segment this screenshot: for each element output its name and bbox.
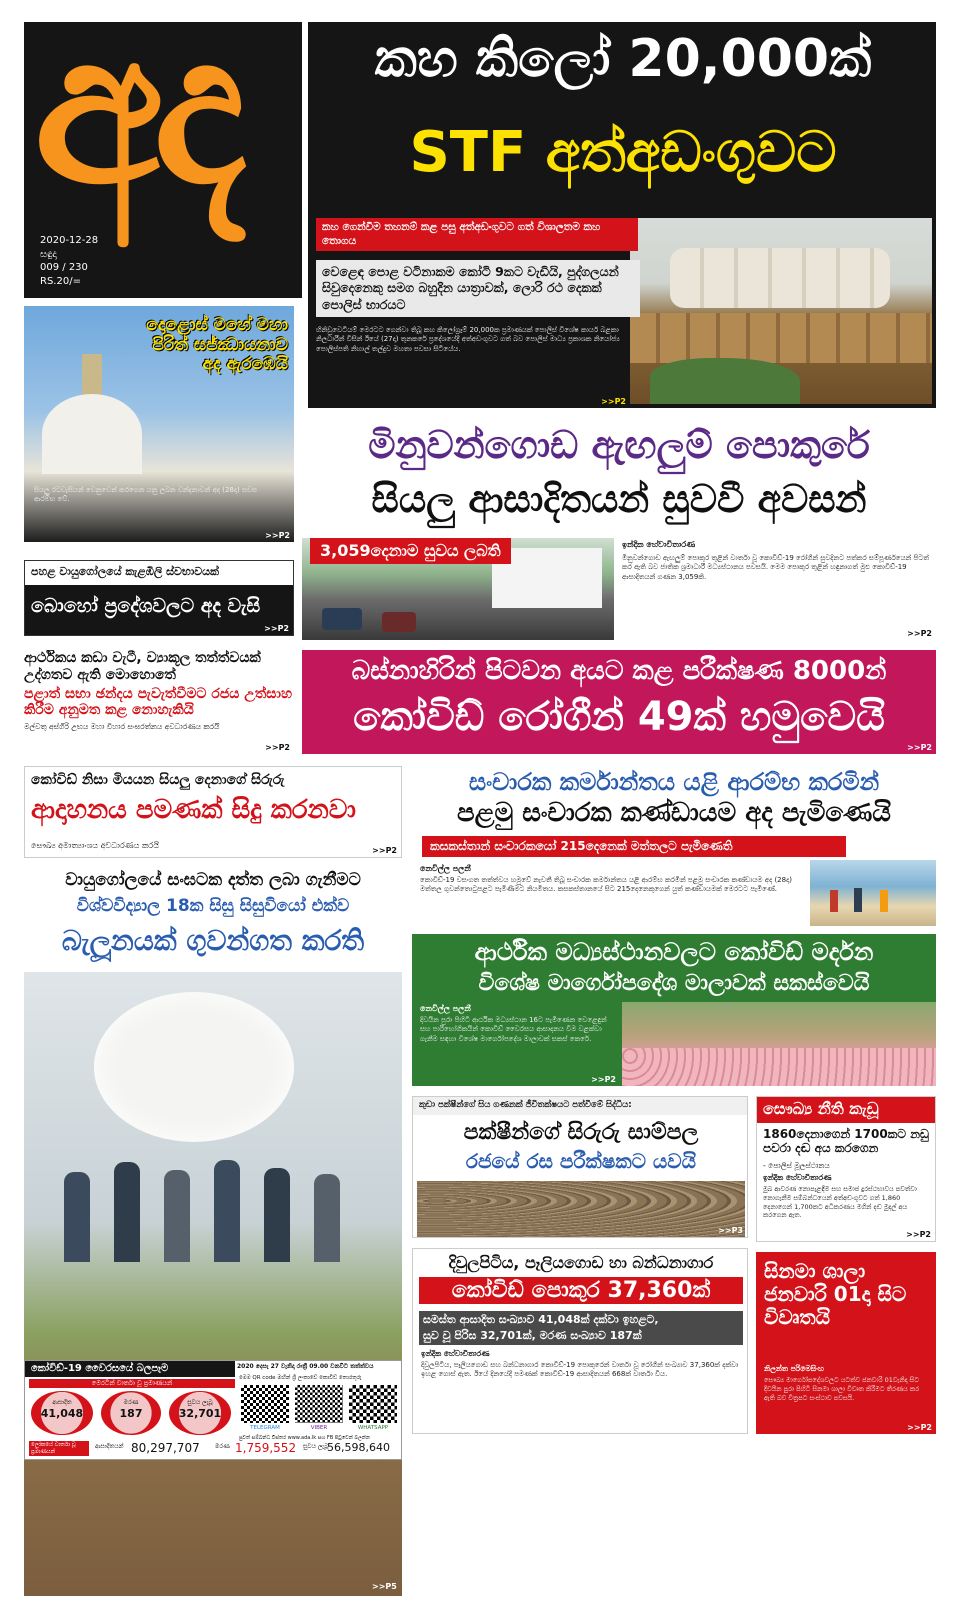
covid-local-label: මෙරටින් වාර්තා වූ ප්‍රමාණයන්: [29, 1379, 235, 1388]
minuwangoda-author: ඉන්දික හේවාවිතාරණ: [622, 540, 696, 549]
birds-headline-2: රජයේ රස පරීක්ෂකට යවයි: [465, 1149, 697, 1173]
viber-label: VIBER: [310, 1425, 328, 1431]
prison-sub2: සුව වූ පිරිස 32,701ක්, මරණ සංඛ්‍යාව 187ක්: [419, 1327, 743, 1345]
masthead-day: සඳුදා: [40, 248, 57, 260]
lead-subhead: වෙළෙඳ පොළ වටිනාකම කෝටි 9කට වැඩියි, පුද්ගලයන් සිවුදෙනෙකු සමග බහුදින යාත්‍රාවක්, ලොරි රථ දෙකක් පොලිස් භාරයට: [316, 260, 640, 317]
covid-title: කෝවිඩ්-19 වෛරසයේ බලපෑම: [25, 1361, 235, 1377]
health-law-page-ref[interactable]: >>P2: [906, 1230, 931, 1239]
business-story[interactable]: [412, 934, 936, 1086]
business-body: දිවයින පුරා පිහිටි ආර්ථික මධ්‍යස්ථාන 16ට පැමිණෙන වෙළෙඳුන් සහ පාරිභෝගිකයින් කොවිඩ් වෛරසය ආසාදනය වීම වළක්වා ගැනීම සඳහා විශේෂ මාර්ගෝපදේශ මාලාවක් සකස් කෙරේ.: [420, 1016, 607, 1043]
tourism-photo: [810, 860, 936, 926]
business-photo: [622, 1002, 936, 1086]
tourism-badge: කසකස්තාන් සංචාරකයෝ 215දෙනෙක් මත්තලට පැමිණෙති: [422, 836, 846, 857]
covid-w-recovered-label: සුවය ලැබූ: [303, 1443, 329, 1450]
funeral-byline: සෞඛ්‍ය අමාත්‍යාංශය අවධාරණය කරයි: [31, 841, 160, 850]
birds-page-ref[interactable]: >>P3: [718, 1226, 743, 1235]
pirith-title: දොළොස් මහේ මහා පිරිත් සජ්ඣායනාව අද ඇරඹෙයි: [146, 315, 288, 375]
lead-page-ref[interactable]: >>P2: [601, 397, 626, 406]
covid-w-recovered: 56,598,640: [327, 1441, 390, 1454]
covid-infected-label: ආසාදිත: [52, 1399, 72, 1406]
birds-story[interactable]: [412, 1096, 748, 1238]
covid-footer: පුවත් සම්බන්ධ විස්තර www.ada.lk සහ FB පිටුවෙන් බලන්න: [239, 1435, 370, 1441]
health-law-byline: - පොලිස් මූලස්ථානය: [763, 1161, 830, 1170]
covid-recovered-cell: [169, 1391, 231, 1435]
whatsapp-label: WHATSAPP: [357, 1425, 389, 1431]
tourism-author: නෙවිල්ල පලනී: [420, 864, 471, 873]
birds-headline-1: පක්ෂීන්ගේ සිරුරු සාම්පල: [463, 1120, 699, 1145]
health-law-sub: 1860දෙනාගෙන් 1700කට නඩු පවරා දඬ අය කරගෙන: [763, 1127, 929, 1156]
health-law-story[interactable]: [756, 1096, 936, 1242]
minuwangoda-badge: 3,059දෙනාම සුවය ලබති: [310, 538, 511, 564]
funeral-title: ආදාහනය පමණක් සිදු කරනවා: [31, 795, 356, 825]
business-headline-1: ආර්ථික මධ්‍යස්ථානවලට කෝවිඩ් මර්දන: [474, 938, 874, 966]
minuwangoda-page-ref[interactable]: >>P2: [907, 629, 932, 638]
minuwangoda-story[interactable]: [302, 420, 936, 640]
telegram-label: TELEGRAM: [250, 1425, 280, 1431]
lead-headline-2: STF අත්අඩංගුවට: [409, 120, 837, 185]
lead-headline-1: කහ කිලෝ 20,000ක්: [374, 29, 872, 89]
weather-story[interactable]: [24, 560, 294, 636]
cinema-story[interactable]: [756, 1252, 936, 1434]
cinema-author: නිලන්ත පරිමෙසිංහ: [764, 1364, 824, 1373]
tourism-body: කොවිඩ්-19 වසංගත තත්ත්වය හමුවේ නැවතී තිබූ සංචාරක කර්මාන්තය යළි ආරම්භ කරමින් පළමු සංචාරක කණ්ඩායම අද (28දා) මත්තල ගුවන්තොටුපළට පැමිණීමට නියමිතය. කසකස්තානයේ සිට 215දෙනෙකුගෙන් යුත් කණ්ඩායමක් මෙරටට පැමිණේ.: [420, 876, 792, 894]
balloon-photo: [24, 972, 402, 1596]
lead-body: හිනිඩුවෙටියම් මෙරටට ගෙන්වා තිබූ කහ කිලෝග්‍රෑම් 20,000ක ප්‍රමාණයක් පොලිස් විශේෂ කාර්ය බළකා නිලධාරීන් විසින් ඊයේ (27දා) තුනකරේ ප්‍රදේශයේදී අත්අඩංගුවට ගත් බව පොලිස් මාධ්‍ය ප්‍රකාශක නියෝජ්‍ය පොලිස්පති නිහාල් තල්දුව මහතා පවසා සිටියේය.: [316, 326, 620, 353]
weather-kicker: පහළ වායුගෝලයේ කැළඹිලි ස්වභාවයක්: [25, 561, 294, 585]
covid-world-label: ලෝකයේ වාර්තා වූ ප්‍රමාණයන්: [29, 1441, 89, 1456]
covid-deaths-cell: [101, 1391, 161, 1435]
covid-w-infected-label: ආසාදිතයන්: [95, 1443, 124, 1450]
qr-whatsapp[interactable]: [349, 1385, 397, 1423]
covid-recovered: 32,701: [178, 1407, 222, 1420]
basnahira-headline-1: බස්නාහිරින් පිටවන අයට කළ පරීක්ෂණ 8000න්: [351, 656, 887, 686]
basnahira-headline-2: කෝවිඩ් රෝගීන් 49ක් හමුවෙයි: [353, 694, 885, 740]
weather-title: බොහෝ ප්‍රදේශවලට අද වැසි: [25, 585, 294, 636]
economy-left-line1: ආර්ථිකය කඩා වැටී, ව්‍යාකූල තත්ත්වයක් උද්ගතව ඇති මොහොතේ: [24, 650, 261, 683]
masthead-logo: අද: [34, 22, 237, 231]
prison-kicker: දිවුලපිටිය, පෑලියගොඩ හා බන්ධනාගාර: [448, 1253, 714, 1272]
economy-left-line2: පළාත් සභා ඡන්දය පැවැත්වීමට රජය උත්සාහ කිරීම අනුමත කළ නොහැකියි: [24, 685, 292, 719]
cinema-page-ref[interactable]: >>P2: [907, 1423, 932, 1432]
business-page-ref[interactable]: >>P2: [591, 1075, 616, 1084]
masthead-price: RS.20/=: [40, 275, 81, 287]
health-law-title: සෞඛ්‍ය නීති කැඩූ: [757, 1097, 936, 1123]
health-law-body: මුඛ ආවරණ නොපැළඳීම සහ සමාජ දුරස්ථභාවය පවත්වා නොගැනීම සම්බන්ධයෙන් අත්අඩංගුවට ගත් 1,860 දෙනාගෙන් 1,700කට අධිකරණය මගින් දඬ මුදල් අය කරගෙන ඇත.: [763, 1185, 917, 1220]
birds-kicker: කුඩා පක්ෂීන්ගේ සිය ගණනක් ජීවිතක්ෂයට පත්වීමේ සිද්ධිය:: [413, 1097, 748, 1115]
masthead-issue: 009 / 230: [40, 262, 88, 273]
minuwangoda-body: මිනුවන්ගොඩ ඇඟලුම් පොකුර තුළින් වාර්තා වූ කොවිඩ්-19 රෝගීන් සුවදිනට පත්කර සම්පූර්ණයෙන් පිටත් කර ඇති බව ජාතික ශ්‍රමාධාරී මධ්‍යස්ථානය පවසයි. මෙම පොකුර තුළින් හඳුනාගත් මුළු කොවිඩ්-19 ආසාදිතයන් ගණන 3,059කි.: [622, 554, 929, 581]
lead-story[interactable]: [308, 22, 936, 408]
qr-telegram[interactable]: [241, 1385, 289, 1423]
cinema-title: සිනමා ශාලා ජනවාරි 01දා සිට විවෘතයි: [764, 1259, 907, 1329]
prison-body: දිවුලපිටිය, පෑලියගොඩ සහ බන්ධනාගාර කොවිඩ්-19 පොකුරෙන් වාර්තා වූ රෝගීන් සංඛ්‍යාව 37,360ක් දක්වා ඉහළ ගොස් ඇත. ඊයේ දිනයේදී පමණක් කොවිඩ්-19 ආසාදිතයන් 668ක් වාර්තා විය.: [421, 1361, 739, 1379]
qr-caption: මෙම QR code මඟින් ශ්‍රී ලංකාවේ කොවිඩ් තොරතුරු: [239, 1375, 362, 1381]
pirith-story[interactable]: [24, 306, 294, 542]
covid-infected: 41,048: [40, 1407, 84, 1420]
cinema-body: සෞඛ්‍ය මාර්ගෝපදේශවලට යටත්ව ජනවාරි 01වැනිදා සිට දිවයින පුරා පිහිටි සිනමා ශාලා විවෘත කිරීමට තීරණය කර ඇති බව චිත්‍රපට සංස්ථාව පවසයි.: [764, 1376, 920, 1402]
covid-updated: 2020 දෙසැ 27 වැනිදා රාත්‍රී 09.00 වනවිට තත්ත්වය: [237, 1363, 374, 1370]
funeral-story[interactable]: [24, 766, 402, 858]
qr-codes: [239, 1375, 399, 1435]
prison-sub1: සමස්ත ආසාදිත සංඛ්‍යාව 41,048ක් දක්වා ඉහළට,: [419, 1311, 743, 1329]
covid-w-deaths-label: මරණ: [215, 1443, 230, 1450]
covid-w-deaths: 1,759,552: [235, 1441, 297, 1455]
business-author: නෙවිල්ල පලනී: [420, 1004, 471, 1013]
tourism-headline-1: සංචාරක කර්මාන්තය යළි ආරම්භ කරමින්: [468, 768, 880, 796]
minuwangoda-headline-1: මිනුවන්ගොඩ ඇඟලුම් පොකුරේ: [368, 423, 870, 467]
covid-w-infected: 80,297,707: [131, 1441, 200, 1455]
funeral-kicker: කෝවිඩ් නිසා මියයන සියලු දෙනාගේ සිරුරු: [31, 772, 285, 788]
weather-page-ref[interactable]: >>P2: [264, 624, 289, 633]
economy-left-page-ref[interactable]: >>P2: [265, 743, 290, 752]
prison-story[interactable]: [412, 1248, 748, 1434]
covid-deaths-label: මරණ: [123, 1399, 139, 1406]
tourism-headline-2: පළමු සංචාරක කණ්ඩායම අද පැමිණෙයි: [457, 798, 891, 828]
funeral-page-ref[interactable]: >>P2: [372, 846, 397, 855]
masthead-date: 2020-12-28: [40, 235, 99, 246]
prison-author: ඉන්දික හේවාවිතාරණ: [421, 1349, 490, 1358]
balloon-kicker: වායුගෝලයේ සංඝටක දත්ත ලබා ගැනීමට: [65, 870, 361, 890]
economy-left-byline: මල්වතු අස්ගිරි උභය මහා විහාර සංඝරත්නය අවධාරණය කරයි: [24, 722, 220, 732]
lead-photo: [630, 218, 932, 404]
pirith-body: සියලු රටවැසියන් වෙනුවෙන් කරගෙන යනු ලබන වන්දනාවන් අද (28දා) සවස ආරම්භ වේ.: [34, 486, 258, 504]
basnahira-story[interactable]: [302, 650, 936, 754]
pirith-page-ref[interactable]: >>P2: [265, 531, 290, 540]
covid-infected-cell: [31, 1391, 93, 1435]
business-headline-2: විශේෂ මාර්ගෝපදේශ මාලාවක් සකස්වෙයි: [478, 971, 870, 996]
stupa-photo: [42, 354, 142, 474]
tourism-story[interactable]: [412, 766, 936, 926]
birds-photo: [417, 1181, 745, 1237]
health-law-author: ඉන්දික හේවාවිතාරණ: [763, 1173, 832, 1182]
covid-stats-box: [24, 1360, 402, 1460]
prison-title: කෝවිඩ් පොකුර 37,360ක්: [419, 1277, 743, 1304]
covid-deaths: 187: [119, 1407, 143, 1420]
balloon-headline-2: විශ්වවිද්‍යාල 18ක සිසු සිසුවියෝ එක්ව: [76, 896, 350, 916]
economy-left-story[interactable]: [24, 650, 294, 754]
masthead: [24, 22, 302, 298]
qr-viber[interactable]: [295, 1385, 343, 1423]
balloon-headline-3: බැලූනයක් ගුවන්ගත කරති: [61, 924, 365, 957]
lead-kicker: කහ ගෙන්වීම තහනම් කළ පසු අත්අඩංගුවට ගත් විශාලතම කහ තොගය: [316, 218, 638, 251]
covid-recovered-label: සුවය ලැබූ: [187, 1399, 213, 1406]
basnahira-page-ref[interactable]: >>P2: [907, 743, 932, 752]
minuwangoda-headline-2: සියලු ආසාදිතයන් සුවවී අවසන්: [371, 477, 867, 521]
